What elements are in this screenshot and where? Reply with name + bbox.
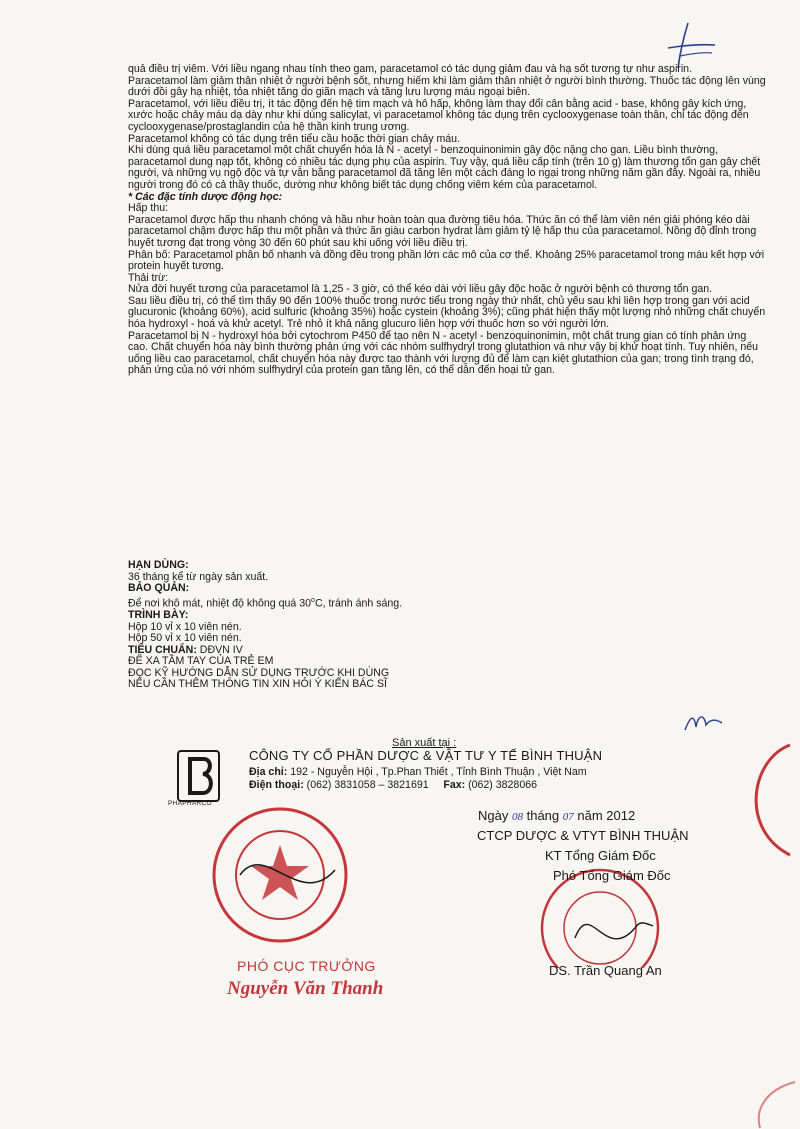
packaging-item: Hộp 50 vỉ x 10 viên nén. [128, 632, 242, 645]
partial-stamp-right-edge [730, 740, 800, 860]
signer-role: KT Tổng Giám Đốc [545, 848, 656, 863]
manufactured-at-label: Sản xuất tại : [392, 737, 457, 749]
warning-line: ĐỌC KỸ HƯỚNG DẪN SỬ DỤNG TRƯỚC KHI DÙNG [128, 666, 390, 679]
logo-caption: PHAPHARCO [168, 800, 212, 807]
signing-company: CTCP DƯỢC & VTYT BÌNH THUẬN [477, 828, 689, 843]
product-info [128, 560, 768, 691]
signer-name: DS. Trần Quang An [549, 963, 662, 978]
subheading: Thải trừ: [128, 271, 169, 284]
official-stamp-left [205, 800, 355, 950]
packaging-item: Hộp 10 vỉ x 10 viên nén. [128, 620, 242, 633]
company-phone: Điện thoại: (062) 3831058 – 3821691 Fax: (062) 3828066 [249, 779, 538, 791]
signer-title: Phó Tổng Giám Đốc [553, 868, 671, 883]
expiry-text: 36 tháng kể từ ngày sản xuất. [128, 570, 269, 583]
subheading: Hấp thu: [128, 202, 169, 215]
paragraph: quả điều trị viêm. Với liều ngang nhau tính theo gam, paracetamol có tác dụng giảm đau và hạ sốt tương tự như aspirin. [128, 63, 693, 75]
handwritten-mark-middle [680, 705, 725, 740]
company-logo [176, 749, 221, 805]
paragraph: Paracetamol bị N - hydroxyl hóa bởi cytochrom P450 để tạo nên N - acetyl - benzoquinonimin, một chất trung gian có tính phản ứng cao. Chất chuyển hóa này bình thường phản ứng với các nhóm sulfhydryl trong glutathion và như vậy bị khử hoạt tính. Tuy nhiên, nếu uống liều cao paracetamol, chất chuyển hóa này được tạo thành với lượng đủ để làm cạn kiệt glutathion của gan; trong tình trạng đó, phản ứng của nó với nhóm sulfhydryl của protein gan tăng lên, có thể dẫn đến hoại tử gan. [128, 329, 759, 377]
expiry-heading: HẠN DÙNG: [128, 559, 189, 571]
paragraph: Nửa đời huyết tương của paracetamol là 1,25 - 3 giờ, có thể kéo dài với liều gây độc hoặc ở người bệnh có thương tổn gan. [128, 283, 713, 296]
section-title: * Các đặc tính dược động học: [128, 190, 283, 203]
pharmacology-text [128, 64, 768, 377]
storage-heading: BẢO QUẢN: [128, 582, 190, 595]
deputy-director-name: Nguyễn Văn Thanh [227, 978, 384, 999]
paragraph: Paracetamol, với liều điều trị, ít tác động đến hệ tim mạch và hô hấp, không làm thay đổi cân bằng acid - base, không gây kích ứng, xước hoặc chảy máu dạ dày như khi dùng salicylat, vì paracetamol không tác dụng trên cyclooxygenase toàn thân, chỉ tác động đến cyclooxygenase/prostaglandin của hệ thần kinh trung ương. [128, 97, 749, 133]
deputy-director-title: PHÓ CỤC TRƯỞNG [237, 958, 376, 974]
paragraph: Paracetamol không có tác dụng trên tiểu cầu hoặc thời gian chảy máu. [128, 132, 461, 145]
packaging-heading: TRÌNH BÀY: [128, 608, 189, 621]
company-address: Địa chỉ: 192 - Nguyễn Hội , Tp.Phan Thiết , Tỉnh Bình Thuận , Việt Nam [249, 766, 587, 778]
company-name: CÔNG TY CỔ PHẦN DƯỢC & VẬT TƯ Y TẾ BÌNH THUẬN [249, 748, 603, 763]
paragraph: Phân bố: Paracetamol phân bố nhanh và đồng đều trong phần lớn các mô của cơ thể. Khoảng 25% paracetamol trong máu kết hợp với protein huyết tương. [128, 248, 765, 273]
paragraph: Paracetamol làm giảm thân nhiệt ở người bệnh sốt, nhưng hiếm khi làm giảm thân nhiệt ở người bình thường. Thuốc tác động lên vùng dưới đồi gây hạ nhiệt, tỏa nhiệt tăng do giãn mạch và tăng lưu lượng máu ngoại biên. [128, 74, 766, 99]
standard-line: TIÊU CHUẨN: DĐVN IV [128, 643, 243, 656]
warning-line: ĐỂ XA TẦM TAY CỦA TRẺ EM [128, 655, 274, 668]
paragraph: Khi dùng quá liều paracetamol một chất chuyển hóa là N - acetyl - benzoquinonimin gây độc nặng cho gan. Liều bình thường, paracetamol dung nạp tốt, không có nhiều tác dụng phụ của aspirin. Tuy vậy, quá liều cấp tính (trên 10 g) làm thương tổn gan gây chết người, và những vụ ngộ độc và tự vẫn bằng paracetamol đã tăng lên một cách đáng lo ngại trong những năm gần đây. Ngoài ra, nhiều người trong đó có cả thầy thuốc, dường như không biết tác dụng chống viêm kém của paracetamol. [128, 144, 761, 191]
warning-line: NẾU CẦN THÊM THÔNG TIN XIN HỎI Ý KIẾN BÁC SĨ [128, 678, 387, 691]
stamp-remnant-bottom [740, 1080, 800, 1129]
paragraph: Sau liều điều trị, có thể tìm thấy 90 đến 100% thuốc trong nước tiểu trong ngày thứ nhất, chủ yếu sau khi liên hợp trong gan với acid glucuronic (khoảng 60%), acid sulfuric (khoảng 35%) hoặc cystein (khoảng 3%); cũng phát hiện thấy một lượng nhỏ những chất chuyển hóa hydroxyl - hoá và khử acetyl. Trẻ nhỏ ít khả năng glucuro liên hợp với thuốc hơn so với người lớn. [128, 294, 766, 331]
signing-date: Ngày 08 tháng 07 năm 2012 [478, 808, 636, 823]
storage-text: Để nơi khô mát, nhiệt độ không quá 30$^o$C, tránh ánh sáng. [128, 596, 403, 610]
company-stamp-right [535, 868, 665, 968]
paragraph: Paracetamol được hấp thu nhanh chóng và hầu như hoàn toàn qua đường tiêu hóa. Thức ăn có thể làm viên nén giải phóng kéo dài paracetamol chậm được hấp thu một phần và thức ăn giàu carbon hydrat làm giảm tỷ lệ hấp thu của paracetamol. Nồng độ đỉnh trong huyết tương đạt trong vòng 30 đến 60 phút sau khi uống với liều điều trị. [128, 213, 757, 249]
